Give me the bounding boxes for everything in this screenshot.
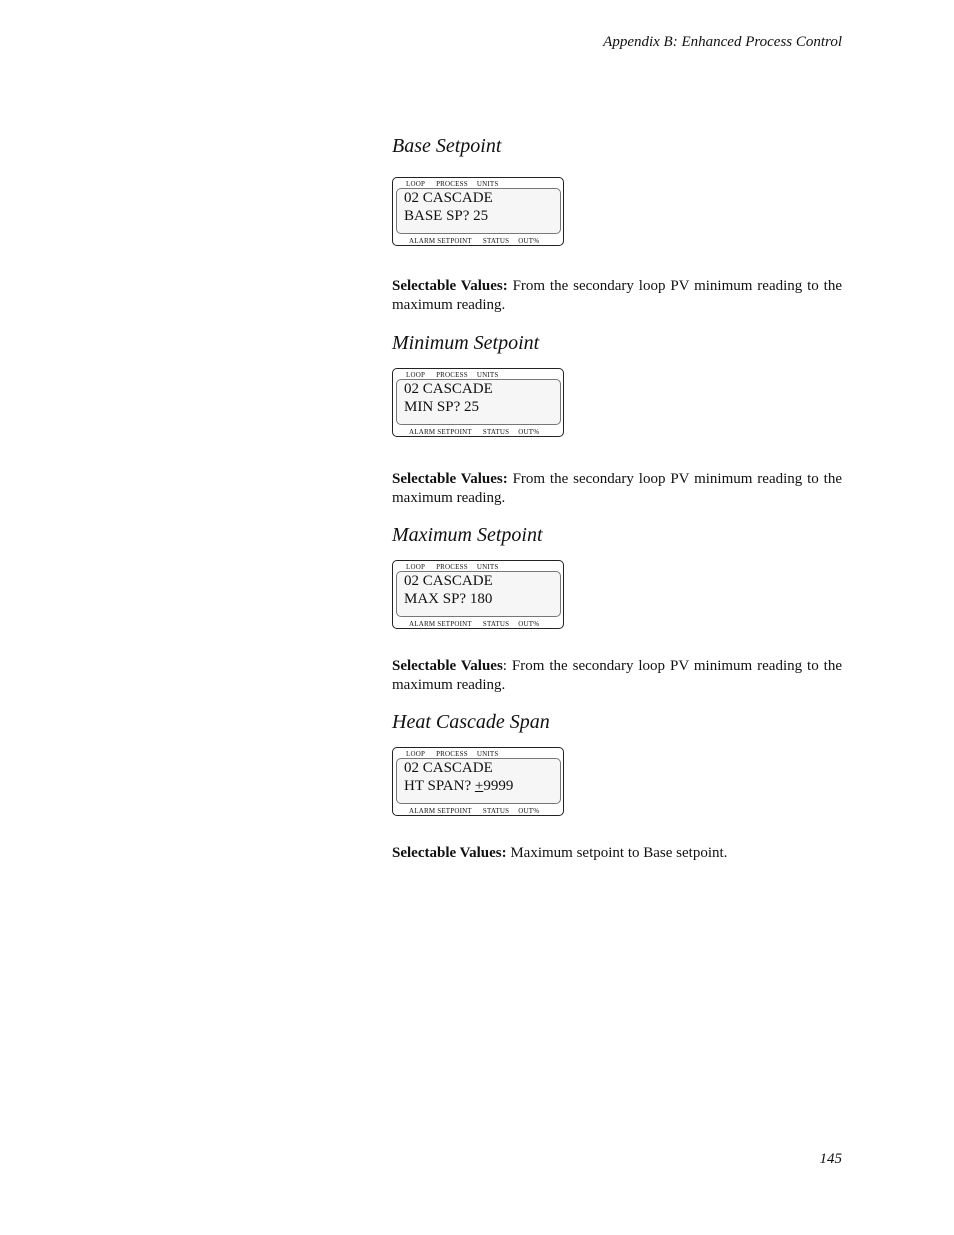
lcd-label-status: STATUS [482, 807, 510, 815]
selectable-values-label: Selectable Values: [392, 278, 508, 294]
selectable-values-text: From the secondary loop PV minimum reading to the maximum reading. [392, 278, 842, 313]
lcd-label-out: OUT% [518, 237, 540, 245]
lcd-screen [396, 188, 561, 234]
lcd-top-labels [406, 180, 498, 188]
lcd-label-loop: LOOP [406, 371, 426, 379]
section-heading-maximum-setpoint: Maximum Setpoint [392, 524, 543, 546]
lcd-label-status: STATUS [482, 428, 510, 436]
lcd-top-labels [406, 750, 498, 758]
lcd-line-1: 02 CASCADE [404, 760, 493, 776]
lcd-label-alarm-setpoint: ALARM SETPOINT [409, 620, 472, 628]
lcd-label-process: PROCESS [436, 563, 468, 571]
lcd-top-labels [406, 371, 498, 379]
lcd-line-1: 02 CASCADE [404, 381, 493, 397]
lcd-line-2: MAX SP? 180 [404, 591, 493, 607]
selectable-values-base-setpoint [392, 277, 842, 315]
lcd-line-1: 02 CASCADE [404, 573, 493, 589]
lcd-span-prefix: HT SPAN? [404, 778, 475, 794]
lcd-display-minimum-setpoint [392, 368, 564, 437]
lcd-label-out: OUT% [518, 807, 540, 815]
selectable-values-text: Maximum setpoint to Base setpoint. [506, 845, 728, 861]
selectable-values-label: Selectable Values: [392, 471, 508, 487]
lcd-display-base-setpoint [392, 177, 564, 246]
selectable-values-heat-cascade-span [392, 844, 842, 863]
lcd-label-alarm-setpoint: ALARM SETPOINT [409, 807, 472, 815]
lcd-top-labels [406, 563, 498, 571]
lcd-label-loop: LOOP [406, 750, 426, 758]
lcd-bottom-labels [409, 428, 539, 436]
lcd-display-maximum-setpoint [392, 560, 564, 629]
lcd-label-status: STATUS [482, 620, 510, 628]
page-number: 145 [819, 1151, 842, 1167]
lcd-label-alarm-setpoint: ALARM SETPOINT [409, 237, 472, 245]
lcd-label-process: PROCESS [436, 180, 468, 188]
selectable-values-maximum-setpoint [392, 657, 842, 695]
lcd-label-units: UNITS [476, 180, 499, 188]
lcd-label-loop: LOOP [406, 563, 426, 571]
lcd-line-2: BASE SP? 25 [404, 208, 489, 224]
lcd-label-loop: LOOP [406, 180, 426, 188]
section-heading-heat-cascade-span: Heat Cascade Span [392, 711, 550, 733]
lcd-span-value: 9999 [483, 778, 514, 794]
lcd-line-2 [404, 778, 513, 795]
lcd-bottom-labels [409, 620, 539, 628]
selectable-values-text: : From the secondary loop PV minimum reading to the maximum reading. [392, 658, 843, 693]
lcd-span-sign: + [474, 778, 484, 794]
section-heading-base-setpoint: Base Setpoint [392, 135, 502, 157]
lcd-line-2: MIN SP? 25 [404, 399, 480, 415]
lcd-label-process: PROCESS [436, 750, 468, 758]
running-header: Appendix B: Enhanced Process Control [603, 34, 842, 50]
lcd-label-units: UNITS [476, 371, 499, 379]
lcd-bottom-labels [409, 237, 539, 245]
lcd-line-1: 02 CASCADE [404, 190, 493, 206]
lcd-label-out: OUT% [518, 428, 540, 436]
lcd-label-out: OUT% [518, 620, 540, 628]
lcd-label-units: UNITS [476, 563, 499, 571]
lcd-label-status: STATUS [482, 237, 510, 245]
lcd-screen [396, 758, 561, 804]
lcd-display-heat-cascade-span [392, 747, 564, 816]
lcd-label-alarm-setpoint: ALARM SETPOINT [409, 428, 472, 436]
selectable-values-label: Selectable Values [392, 658, 503, 674]
lcd-label-units: UNITS [476, 750, 499, 758]
selectable-values-minimum-setpoint [392, 470, 842, 508]
selectable-values-text: From the secondary loop PV minimum reading to the maximum reading. [392, 471, 842, 506]
selectable-values-label: Selectable Values: [392, 845, 507, 861]
lcd-screen [396, 379, 561, 425]
lcd-screen [396, 571, 561, 617]
section-heading-minimum-setpoint: Minimum Setpoint [392, 332, 540, 354]
lcd-label-process: PROCESS [436, 371, 468, 379]
lcd-bottom-labels [409, 807, 539, 815]
